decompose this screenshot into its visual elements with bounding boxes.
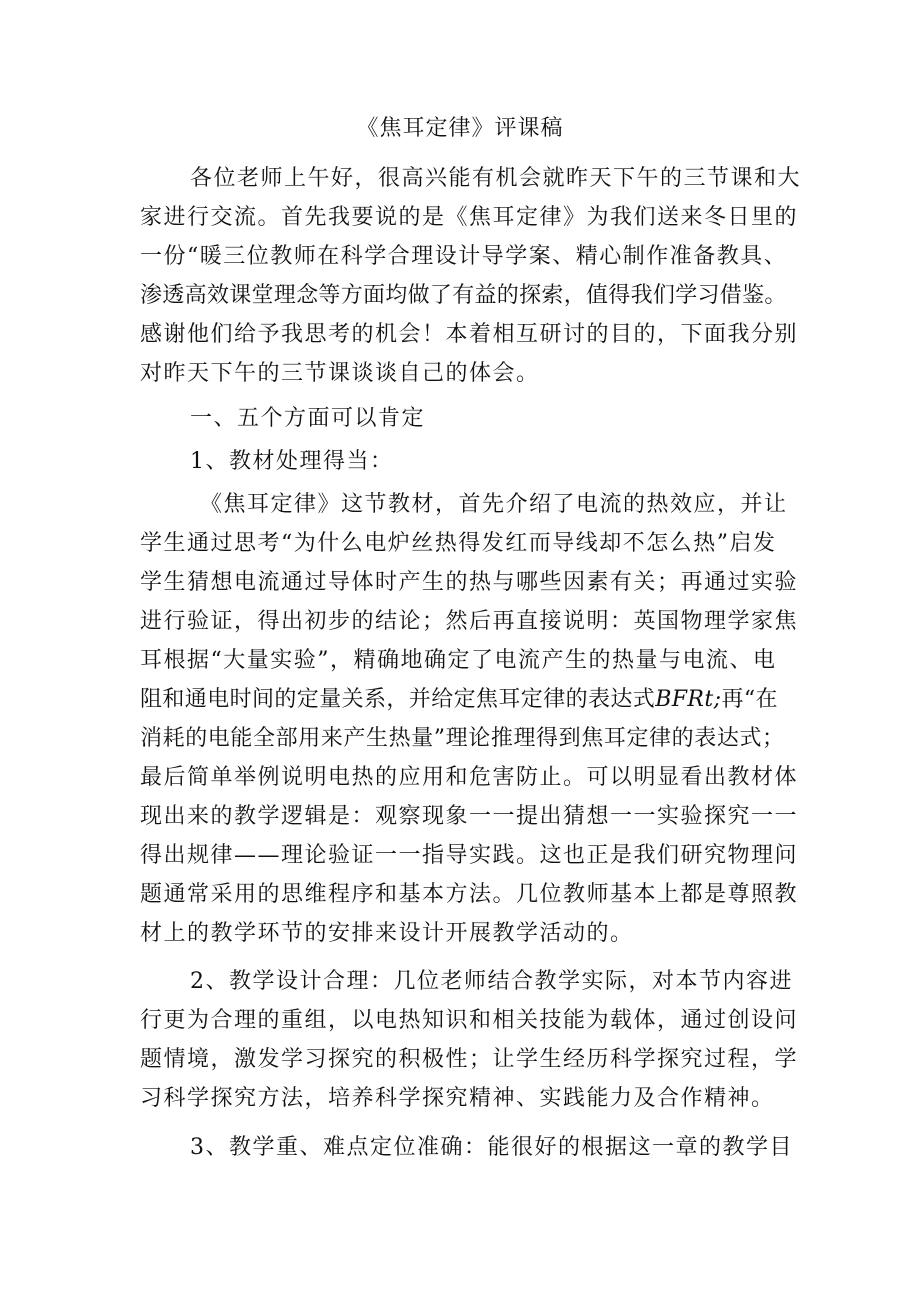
document-title: 《焦耳定律》评课稿 bbox=[356, 116, 564, 141]
paragraph-line: 一份“暖三位教师在科学合理设计导学案、精心制作准备教具、 bbox=[140, 244, 788, 269]
paragraph-line: 家进行交流。首先我要说的是《焦耳定律》为我们送来冬日里的 bbox=[140, 205, 799, 230]
paragraph-line: 进行验证，得出初步的结论；然后再直接说明：英国物理学家焦 bbox=[140, 609, 799, 634]
paragraph-line: 耳根据“大量实验”，精确地确定了电流产生的热量与电流、电 bbox=[140, 648, 777, 673]
section-heading: 一、五个方面可以肯定 bbox=[190, 406, 426, 431]
paragraph-line-tail: 再“在 bbox=[721, 687, 778, 712]
paragraph-line: 《焦耳定律》这节教材，首先介绍了电流的热效应，并让 bbox=[200, 492, 788, 517]
paragraph-line: 学生猜想电流通过导体时产生的热与哪些因素有关；再通过实验 bbox=[140, 570, 799, 595]
paragraph-line-text: 阻和通电时间的定量关系，并给定焦耳定律的表达式 bbox=[140, 687, 656, 712]
paragraph-line: 2、教学设计合理：几位老师结合教学实际，对本节内容进 bbox=[190, 969, 793, 994]
paragraph-line: 现出来的教学逻辑是：观察现象一一提出猜想一一实验探究一一 bbox=[140, 804, 799, 829]
paragraph-line: 对昨天下午的三节课谈谈自己的体会。 bbox=[140, 361, 540, 386]
paragraph-line: 习科学探究方法，培养科学探究精神、实践能力及合作精神。 bbox=[140, 1086, 775, 1111]
paragraph-line: 行更为合理的重组，以电热知识和相关技能为载体，通过创设问 bbox=[140, 1008, 799, 1033]
paragraph-line: 得出规律——理论验证一一指导实践。这也正是我们研究物理问 bbox=[140, 843, 799, 868]
paragraph-line: 消耗的电能全部用来产生热量”理论推理得到焦耳定律的表达式； bbox=[140, 726, 785, 751]
paragraph-line: 感谢他们给予我思考的机会！本着相互研讨的目的，下面我分别 bbox=[140, 322, 799, 347]
paragraph-line: 最后简单举例说明电热的应用和危害防止。可以明显看出教材体 bbox=[140, 765, 799, 790]
paragraph-line-with-formula bbox=[140, 685, 778, 715]
subsection-heading: 1、教材处理得当： bbox=[190, 449, 394, 474]
paragraph-line: 3、教学重、难点定位准确：能很好的根据这一章的教学目 bbox=[190, 1135, 793, 1160]
formula-text: BFRt; bbox=[655, 687, 722, 712]
paragraph-line: 学生通过思考“为什么电炉丝热得发红而导线却不怎么热”启发 bbox=[140, 531, 777, 556]
paragraph-line: 题情境，激发学习探究的积极性；让学生经历科学探究过程，学 bbox=[140, 1047, 799, 1072]
paragraph-line: 渗透高效课堂理念等方面均做了有益的探索，值得我们学习借鉴。 bbox=[140, 283, 787, 308]
paragraph-line: 题通常采用的思维程序和基本方法。几位教师基本上都是尊照教 bbox=[140, 882, 799, 907]
paragraph-line: 材上的教学环节的安排来设计开展教学活动的。 bbox=[140, 921, 634, 946]
paragraph-line: 各位老师上午好，很高兴能有机会就昨天下午的三节课和大 bbox=[190, 166, 802, 191]
